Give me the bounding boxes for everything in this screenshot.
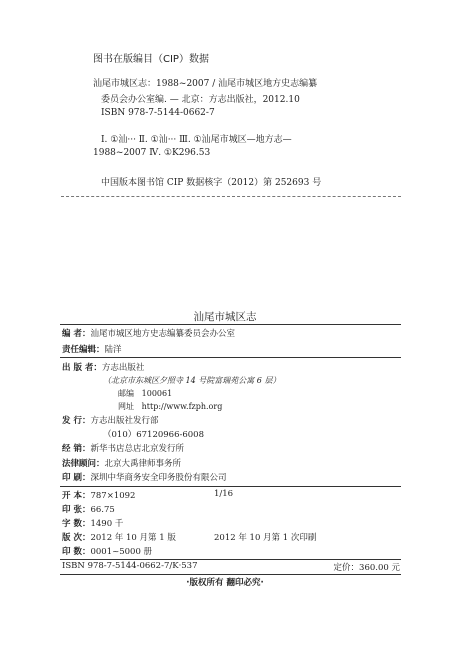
cip-line: 委员会办公室编. — 北京：方志出版社，2012.10 <box>101 95 300 105</box>
cip-heading: 图书在版编目（CIP）数据 <box>93 54 209 65</box>
legal-row <box>62 457 181 469</box>
copies-value: 0001~5000 册 <box>90 547 153 557</box>
cip-line: Ⅰ. ①汕··· Ⅱ. ①汕··· Ⅲ. ①汕尾市城区—地方志— <box>101 135 292 145</box>
format-row <box>62 489 362 501</box>
format-value: 787×1092 <box>90 491 136 501</box>
edition-label: 版 次： <box>62 533 91 543</box>
website-label: 网址 <box>118 402 134 411</box>
rule <box>60 357 401 358</box>
legal-value: 北京大禹律师事务所 <box>104 459 182 469</box>
printer-row <box>62 471 226 483</box>
compiler-value: 汕尾市城区地方史志编纂委员会办公室 <box>90 329 235 339</box>
book-title: 汕尾市城区志 <box>193 311 257 323</box>
printing-value: 2012 年 10 月第 1 次印刷 <box>214 533 317 543</box>
publisher-value: 方志出版社 <box>101 363 145 373</box>
sheets-label: 印 张： <box>62 505 91 515</box>
postcode-label: 邮编 <box>118 389 134 398</box>
dashed-divider <box>61 196 401 197</box>
editor-label: 责任编辑： <box>62 345 105 355</box>
distributor-row <box>62 414 158 426</box>
copyright-notice: ·版权所有 翻印必究· <box>186 578 264 588</box>
publisher-address: （北京市东城区夕照寺 14 号院富瑞苑公寓 6 层） <box>103 376 281 385</box>
copies-label: 印 数： <box>62 547 91 557</box>
isbn-row <box>62 561 400 573</box>
words-row <box>62 517 123 529</box>
rule <box>60 574 401 575</box>
website-row <box>118 401 222 412</box>
rule <box>60 559 401 560</box>
sheets-value: 66.75 <box>90 505 115 515</box>
format-label: 开 本： <box>62 491 91 501</box>
distributor-value: 方志出版社发行部 <box>90 416 159 426</box>
words-value: 1490 千 <box>90 519 124 529</box>
cip-line: 汕尾市城区志：1988~2007 / 汕尾市城区地方史志编纂 <box>93 79 318 89</box>
editor-row <box>62 343 122 355</box>
words-label: 字 数： <box>62 519 91 529</box>
compiler-label: 编 者： <box>62 329 91 339</box>
postcode-row <box>118 388 172 399</box>
rule <box>60 486 401 487</box>
edition-value: 2012 年 10 月第 1 版 <box>90 533 176 543</box>
fold-value: 1/16 <box>214 489 234 499</box>
website-value: http://www.fzph.org <box>141 402 223 411</box>
dealer-value: 新华书店总店北京发行所 <box>90 444 184 454</box>
copies-row <box>62 545 152 557</box>
dealer-label: 经 销： <box>62 444 91 454</box>
price-value: 定价：360.00 元 <box>333 563 400 573</box>
cip-library-note: 中国版本图书馆 CIP 数据核字（2012）第 252693 号 <box>101 178 322 188</box>
postcode-value: 100061 <box>141 389 173 398</box>
sheets-row <box>62 503 115 515</box>
legal-label: 法律顾问： <box>62 459 105 469</box>
cip-line: ISBN 978-7-5144-0662-7 <box>101 108 215 118</box>
cip-line: 1988~2007 Ⅳ. ①K296.53 <box>93 148 211 158</box>
printer-value: 深圳中华商务安全印务股份有限公司 <box>90 473 227 483</box>
isbn-value: ISBN 978-7-5144-0662-7/K·537 <box>62 561 198 571</box>
publisher-label: 出 版 者： <box>62 363 102 373</box>
printer-label: 印 刷： <box>62 473 91 483</box>
distributor-label: 发 行： <box>62 416 91 426</box>
editor-value: 陆洋 <box>104 345 122 355</box>
dealer-row <box>62 442 184 454</box>
compiler-row <box>62 327 235 339</box>
top-rule <box>60 324 401 325</box>
phone: （010）67120966-6008 <box>103 430 204 440</box>
publisher-row <box>62 361 144 373</box>
edition-row <box>62 531 392 543</box>
